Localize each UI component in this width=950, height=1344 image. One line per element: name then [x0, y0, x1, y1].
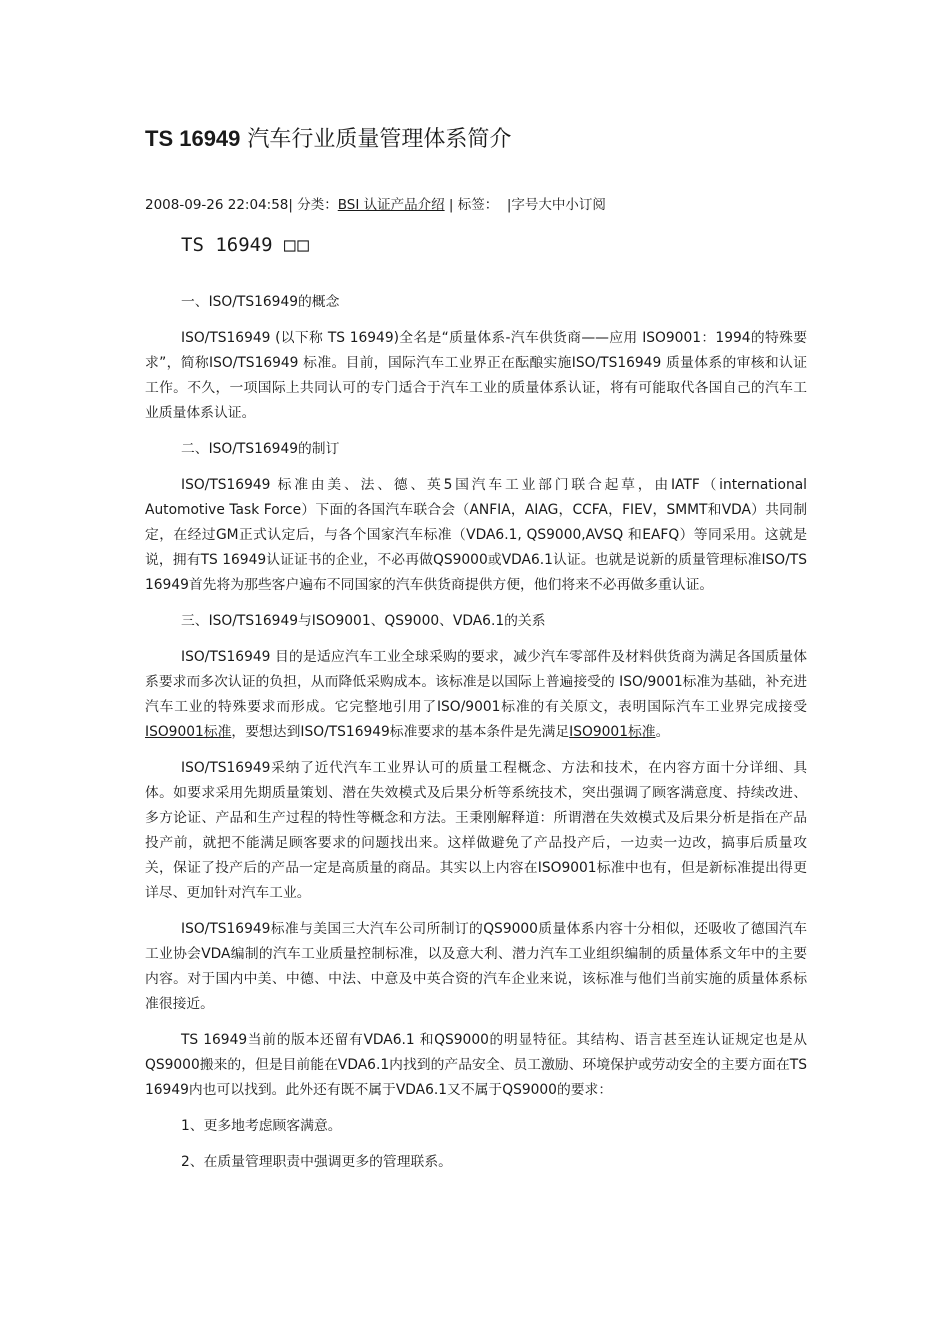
paragraph: ISO/TS16949 (以下称 TS 16949)全名是“质量体系-汽车供货商——应用 ISO9001：1994的特殊要求”，简称ISO/TS16949 标准。目前，国际汽车工业界正在酝酿实施ISO/TS16949 质量体系的审核和认证工作。不久，一项国际上共同认可的专门适合于汽车工业的质量体系认证，将有可能取代各国自己的汽车工业质量体系认证。 [145, 330, 807, 421]
subheading [181, 234, 311, 256]
category-link[interactable]: BSI 认证产品介绍 [337, 197, 445, 213]
paragraph-text: 。 [655, 724, 670, 740]
list-item: 1、更多地考虑顾客满意。 [181, 1118, 342, 1134]
tags-label: | 标签： [448, 197, 499, 213]
title-code: TS 16949 [145, 126, 241, 151]
post-meta [145, 193, 606, 213]
list-item: 2、在质量管理职责中强调更多的管理联系。 [181, 1154, 452, 1170]
post-date: 2008-09-26 22:04:58| [145, 197, 293, 213]
meta-tail: |字号大中小订阅 [506, 197, 606, 213]
paragraph: ISO/TS16949 标准由美、法、德、英5国汽车工业部门联合起草，由IATF（international Automotive Task Force）下面的各国汽车联合会（ANFIA，AIAG，CCFA，FIEV，SMMT和VDA）共同制定，在经过GM正式认定后，与各个国家汽车标准（VDA6.1, QS9000,AVSQ 和EAFQ）等同采用。这就是说，拥有TS 16949认证证书的企业，不必再做QS9000或VDA6.1认证。也就是说新的质量管理标准ISO/TS 16949首先将为那些客户遍布不同国家的汽车供货商提供方便，他们将来不必再做多重认证。 [145, 477, 807, 593]
paragraph: ISO/TS16949采纳了近代汽车工业界认可的质量工程概念、方法和技术，在内容方面十分详细、具体。如要求采用先期质量策划、潜在失效模式及后果分析等系统技术，突出强调了顾客满意度、持续改进、多方论证、产品和生产过程的特性等概念和方法。王秉刚解释道：所谓潜在失效模式及后果分析是指在产品投产前，就把不能满足顾客要求的问题找出来。这样做避免了产品投产后，一边卖一边改，搞事后质量攻关，保证了投产后的产品一定是高质量的商品。其实以上内容在ISO9001标准中也有，但是新标准提出得更详尽、更加针对汽车工业。 [145, 760, 807, 901]
paragraph: ISO/TS16949标准与美国三大汽车公司所制订的QS9000质量体系内容十分相似，还吸收了德国汽车工业协会VDA编制的汽车工业质量控制标准，以及意大利、潜力汽车工业组织编制的质量体系文年中的主要内容。对于国内中美、中德、中法、中意及中英合资的汽车企业来说，该标准与他们当前实施的质量体系标准很接近。 [145, 921, 807, 1012]
iso9001-link[interactable]: ISO9001标准 [569, 724, 656, 740]
category-label: 分类： [297, 197, 338, 213]
page-title [145, 122, 511, 153]
section-heading: 二、ISO/TS16949的制订 [181, 441, 340, 457]
section-heading: 三、ISO/TS16949与ISO9001、QS9000、VDA6.1的关系 [181, 613, 546, 629]
paragraph: TS 16949当前的版本还留有VDA6.1 和QS9000的明显特征。其结构、语言甚至连认证规定也是从QS9000搬来的，但是目前能在VDA6.1内找到的产品安全、员工激励、环境保护或劳动安全的主要方面在TS 16949内也可以找到。此外还有既不属于VDA6.1又不属于QS9000的要求： [145, 1032, 807, 1098]
subheading-garbled: □□ [283, 234, 311, 256]
paragraph-text: ，要想达到ISO/TS16949标准要求的基本条件是先满足 [231, 724, 570, 740]
title-text: 汽车行业质量管理体系简介 [247, 127, 512, 152]
article-body [145, 290, 807, 1186]
paragraph [145, 645, 807, 745]
paragraph-text: ISO/TS16949 目的是适应汽车工业全球采购的要求，减少汽车零部件及材料供货商为满足各国质量体系要求而多次认证的负担，从而降低采购成本。该标准是以国际上普遍接受的 ISO/9001标准为基础，补充进汽车工业的特殊要求而形成。它完整地引用了ISO/9001标准的有关原文，表明国际汽车工业界完成接受 [145, 649, 807, 715]
subheading-code: TS 16949 [181, 234, 273, 256]
section-heading: 一、ISO/TS16949的概念 [181, 294, 340, 310]
iso9001-link[interactable]: ISO9001标准 [145, 724, 232, 740]
